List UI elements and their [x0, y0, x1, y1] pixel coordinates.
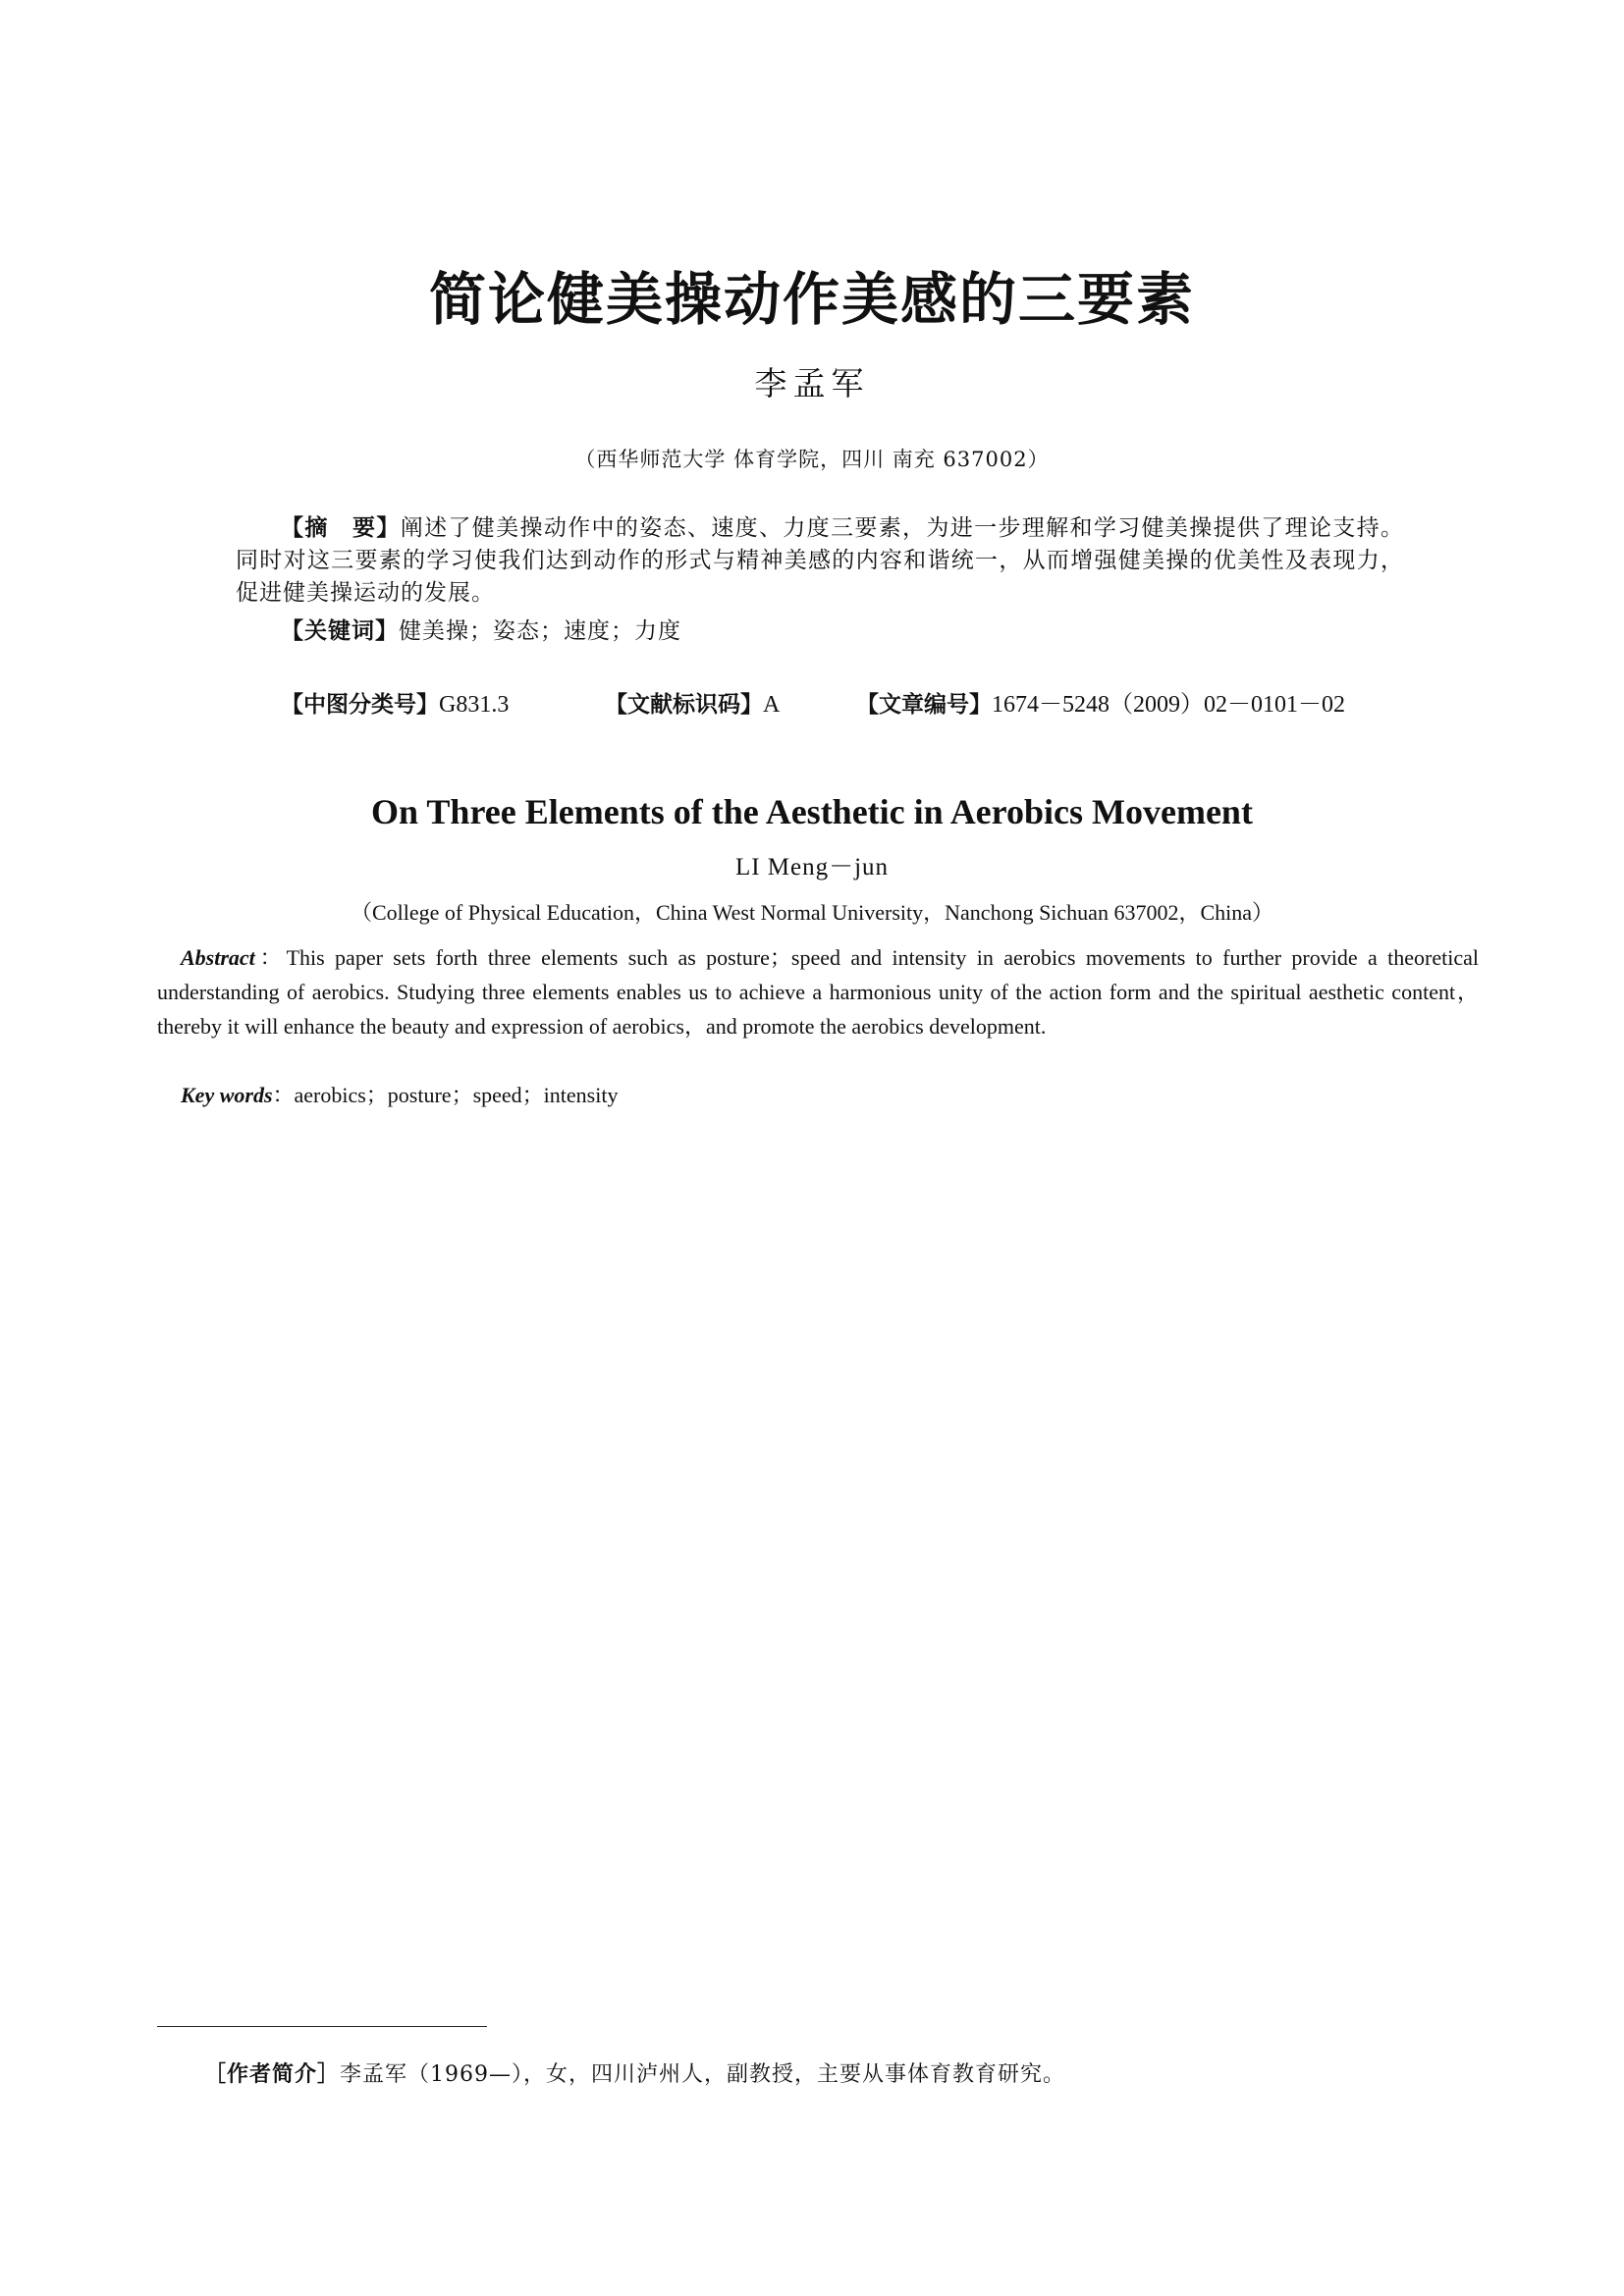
article-number-value: 1674－5248（2009）02－0101－02 — [992, 692, 1345, 718]
document-code-value: A — [763, 692, 781, 718]
author-footnote — [204, 2059, 1065, 2091]
article-number-label: 【文章编号】 — [856, 692, 992, 718]
footnote-divider — [157, 2026, 487, 2027]
clc-number — [281, 689, 509, 721]
article-number — [856, 689, 1345, 721]
footnote-label: ［作者简介］ — [204, 2062, 341, 2087]
abstract-en-label: Abstract — [181, 945, 255, 970]
keywords-en-label: Key words — [181, 1083, 273, 1107]
keywords-cn — [281, 615, 1361, 648]
affiliation-en: （College of Physical Education，China West Normal University，Nanchong Sichuan 637002，China） — [350, 900, 1274, 925]
abstract-cn-text: 阐述了健美操动作中的姿态、速度、力度三要素，为进一步理解和学习健美操提供了理论支持。同时对这三要素的学习使我们达到动作的形式与精神美感的内容和谐统一，从而增强健美操的优美性及表现力，促进健美操运动的发展。 — [236, 515, 1405, 606]
keywords-cn-label: 【关键词】 — [281, 618, 399, 644]
clc-label: 【中图分类号】 — [281, 692, 439, 718]
clc-value: G831.3 — [439, 692, 510, 718]
author-name-en: LI Meng－jun — [734, 854, 890, 881]
abstract-en — [157, 940, 1479, 1043]
keywords-cn-text: 健美操；姿态；速度；力度 — [399, 618, 681, 644]
keywords-en-text: aerobics；posture；speed；intensity — [294, 1083, 619, 1107]
paper-title-en: On Three Elements of the Aesthetic in Aerobics Movement — [371, 792, 1253, 831]
document-code-label: 【文献标识码】 — [605, 692, 763, 718]
author-name-cn: 李孟军 — [754, 364, 870, 402]
paper-title-cn: 简论健美操动作美感的三要素 — [428, 266, 1195, 333]
footnote-text: 李孟军（1969—），女，四川泸州人，副教授，主要从事体育教育研究。 — [340, 2062, 1066, 2087]
affiliation-cn: （西华师范大学 体育学院，四川 南充 637002） — [574, 448, 1050, 471]
abstract-cn — [236, 512, 1404, 610]
keywords-en — [181, 1078, 1457, 1112]
abstract-cn-label: 【摘 要】 — [281, 515, 401, 541]
keywords-en-separator: ： — [272, 1083, 295, 1107]
abstract-en-text: This paper sets forth three elements such as posture；speed and intensity in aerobics movements to further provide a theoretical understanding of aerobics. Studying three elements enables us to achieve a harmonious unity of the action form and the spiritual aesthetic content，thereby it will enhance the beauty and expression of aerobics，and promote the aerobics development. — [157, 945, 1479, 1039]
document-code — [605, 689, 780, 721]
abstract-en-separator: ： — [254, 945, 287, 970]
